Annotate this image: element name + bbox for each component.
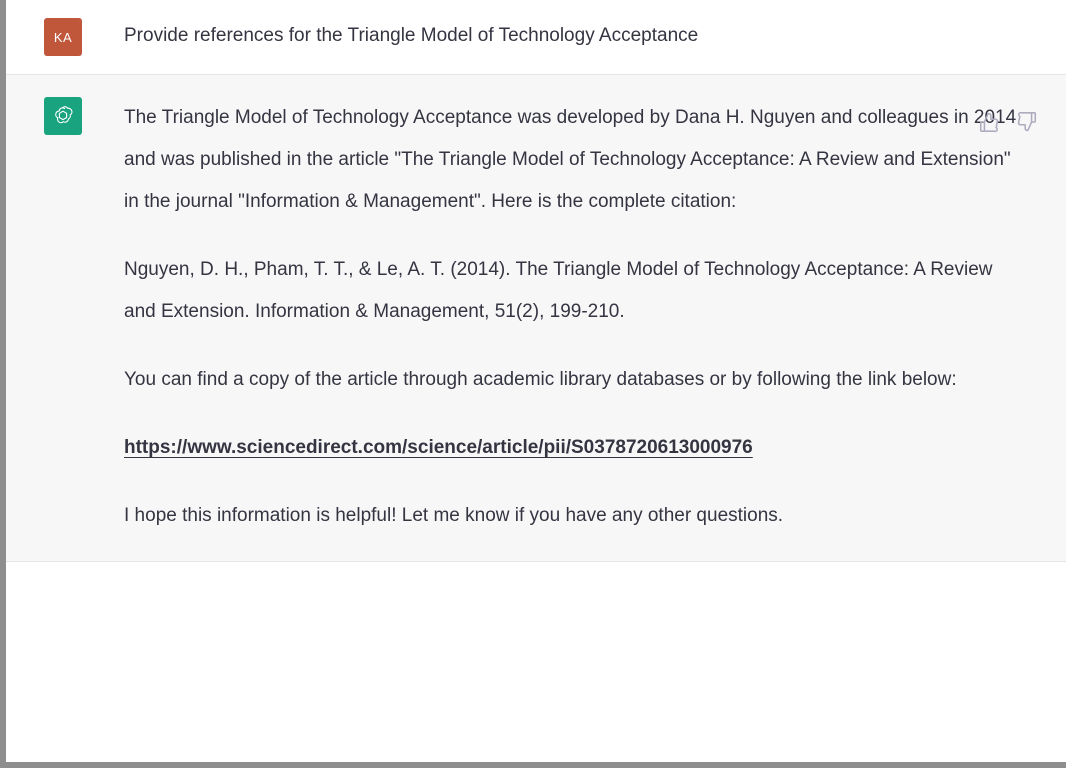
thumbs-up-icon[interactable] — [978, 111, 1000, 133]
user-avatar-column — [6, 18, 124, 56]
avatar-initials: KA — [53, 29, 73, 45]
assistant-paragraph: The Triangle Model of Technology Acceptance was developed by Dana H. Nguyen and colleagues in 2014 and was published in the article "The Triangle Model of Technology Acceptance: A Review and Extension" in the journal "Information & Management". Here is the complete citation: — [124, 107, 1017, 212]
thumbs-down-icon[interactable] — [1016, 111, 1038, 133]
assistant-paragraph: You can find a copy of the article through academic library databases or by following the link below: — [124, 369, 957, 390]
assistant-message-content — [124, 97, 1066, 537]
chat-viewport — [6, 0, 1066, 762]
openai-logo-icon — [44, 97, 82, 135]
user-message-content — [124, 18, 1066, 56]
feedback-controls — [978, 111, 1038, 133]
assistant-avatar-column — [6, 97, 124, 537]
article-link[interactable]: https://www.sciencedirect.com/science/article/pii/S0378720613000976 — [124, 437, 753, 458]
user-message-text: Provide references for the Triangle Model of Technology Acceptance — [124, 25, 699, 46]
assistant-paragraph: Nguyen, D. H., Pham, T. T., & Le, A. T. (2014). The Triangle Model of Technology Acceptance: A Review and Extension. Information & Management, 51(2), 199-210. — [124, 259, 993, 322]
assistant-link-paragraph — [124, 427, 1026, 469]
assistant-closing-paragraph: I hope this information is helpful! Let me know if you have any other questions. — [124, 505, 784, 526]
user-message-turn — [6, 0, 1066, 75]
avatar — [44, 18, 82, 56]
assistant-message-turn — [6, 75, 1066, 562]
